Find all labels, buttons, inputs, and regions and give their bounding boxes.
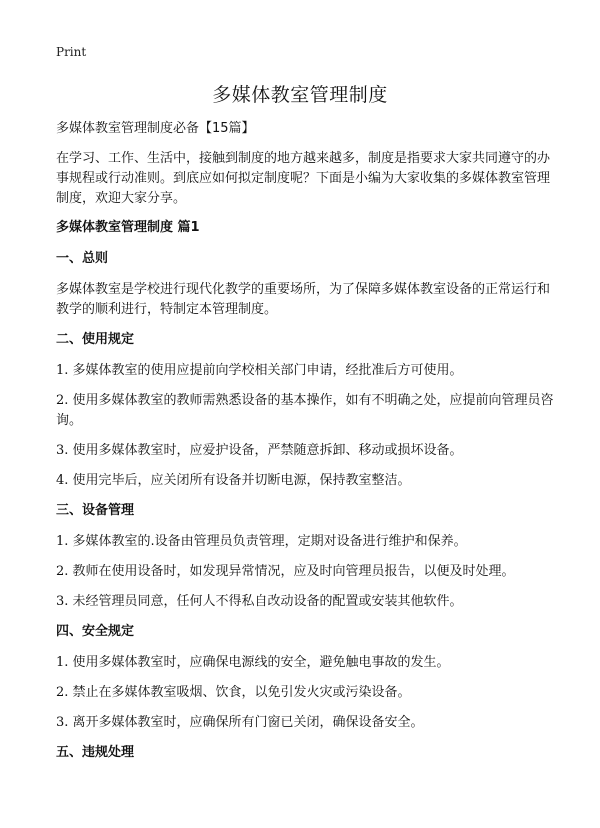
section-heading-usage: 二、使用规定 <box>56 332 135 347</box>
item-number: 1. <box>56 534 69 549</box>
item-number: 3. <box>56 715 69 730</box>
item-number: 1. <box>56 655 69 670</box>
section-heading-violations: 五、违规处理 <box>56 745 135 760</box>
item-text: 教师在使用设备时，如发现异常情况，应及时向管理员报告，以便及时处理。 <box>72 564 515 579</box>
list-item <box>56 713 560 733</box>
document-body <box>56 119 560 774</box>
section-heading-general: 一、总则 <box>56 251 109 266</box>
intro-paragraph: 在学习、工作、生活中，接触到制度的地方越来越多，制度是指要求大家共同遵守的办事规程或行动准则。到底应如何拟定制度呢？下面是小编为大家收集的多媒体教室管理制度，欢迎大家分享。 <box>56 151 551 206</box>
item-text: 使用多媒体教室时，应确保电源线的安全，避免触电事故的发生。 <box>72 655 450 670</box>
item-number: 2. <box>56 685 69 700</box>
print-link[interactable]: Print <box>56 45 87 59</box>
item-text: 未经管理员同意，任何人不得私自改动设备的配置或安装其他软件。 <box>72 594 463 609</box>
item-text: 多媒体教室的.设备由管理员负责管理，定期对设备进行维护和保养。 <box>72 534 467 549</box>
list-item <box>56 391 560 431</box>
list-item <box>56 562 560 582</box>
list-item <box>56 361 560 381</box>
list-item <box>56 592 560 612</box>
item-number: 2. <box>56 564 69 579</box>
item-number: 3. <box>56 443 69 458</box>
item-text: 多媒体教室的使用应提前向学校相关部门申请，经批准后方可使用。 <box>72 363 463 378</box>
item-text: 使用多媒体教室的教师需熟悉设备的基本操作，如有不明确之处，应提前向管理员咨询。 <box>56 393 554 428</box>
list-item <box>56 653 560 673</box>
list-item <box>56 532 560 552</box>
item-number: 4. <box>56 473 69 488</box>
section-heading-safety: 四、安全规定 <box>56 624 135 639</box>
page-title: 多媒体教室管理制度 <box>212 84 388 106</box>
item-text: 使用多媒体教室时，应爱护设备，严禁随意拆卸、移动或损坏设备。 <box>72 443 463 458</box>
document-subtitle: 多媒体教室管理制度必备【15篇】 <box>56 121 255 136</box>
article-heading: 多媒体教室管理制度 篇1 <box>56 220 200 235</box>
item-text: 使用完毕后，应关闭所有设备并切断电源，保持教室整洁。 <box>72 473 411 488</box>
list-item <box>56 471 560 491</box>
item-number: 1. <box>56 363 69 378</box>
item-text: 离开多媒体教室时，应确保所有门窗已关闭，确保设备安全。 <box>72 715 424 730</box>
list-item <box>56 441 560 461</box>
item-number: 3. <box>56 594 69 609</box>
item-text: 禁止在多媒体教室吸烟、饮食，以免引发火灾或污染设备。 <box>72 685 411 700</box>
section-paragraph: 多媒体教室是学校进行现代化教学的重要场所，为了保障多媒体教室设备的正常运行和教学的顺利进行，特制定本管理制度。 <box>56 282 551 317</box>
list-item <box>56 683 560 703</box>
section-heading-equipment: 三、设备管理 <box>56 503 135 518</box>
item-number: 2. <box>56 393 69 408</box>
